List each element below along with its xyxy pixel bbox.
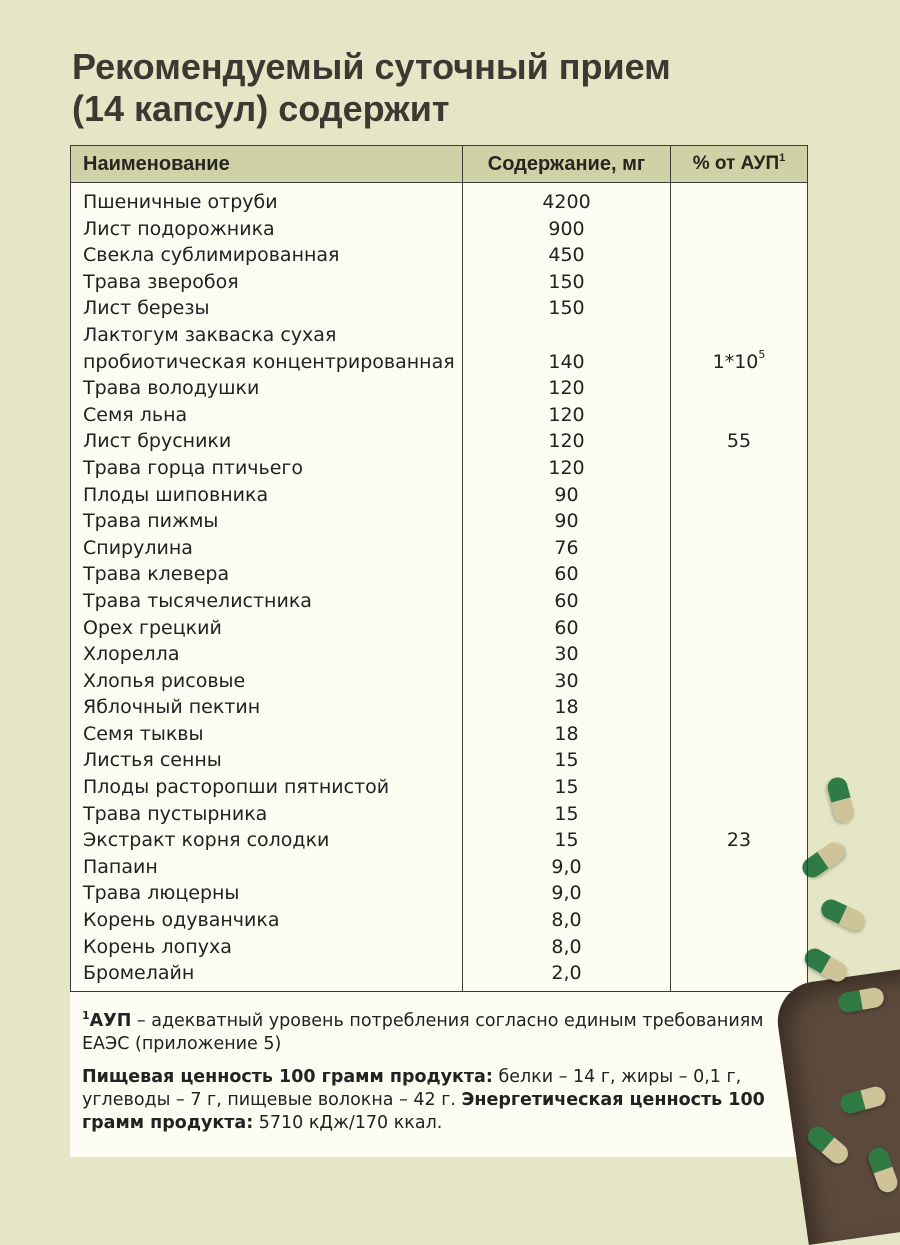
- table-row: [71, 907, 808, 934]
- ingredient-aup: [671, 455, 808, 482]
- aup-value: 55: [726, 430, 752, 453]
- ingredient-aup: [671, 960, 808, 991]
- ingredient-aup: [671, 216, 808, 243]
- table-row: [71, 183, 808, 216]
- aup-definition: [82, 1010, 782, 1056]
- table-row: [71, 508, 808, 535]
- table-row: [71, 349, 808, 376]
- table-row: [71, 774, 808, 801]
- ingredient-content: 90: [463, 508, 671, 535]
- aup-header-label: % от АУП: [692, 153, 780, 174]
- ingredient-content: 2,0: [463, 960, 671, 991]
- column-header-content: Содержание, мг: [463, 146, 671, 183]
- ingredient-content: 15: [463, 747, 671, 774]
- table-row: [71, 747, 808, 774]
- ingredient-content: 15: [463, 801, 671, 828]
- ingredient-content: 450: [463, 242, 671, 269]
- ingredient-aup: [671, 428, 808, 455]
- aup-exponent: 5: [758, 347, 766, 361]
- ingredient-aup: [671, 907, 808, 934]
- ingredient-content: 120: [463, 455, 671, 482]
- ingredient-content: 8,0: [463, 934, 671, 961]
- ingredient-name: Экстракт корня солодки: [71, 827, 463, 854]
- ingredient-name: Трава клевера: [71, 561, 463, 588]
- ingredient-aup: [671, 880, 808, 907]
- table-row: [71, 455, 808, 482]
- ingredient-aup: [671, 588, 808, 615]
- ingredient-name: Трава пустырника: [71, 801, 463, 828]
- ingredient-content: 60: [463, 588, 671, 615]
- footnote-mark: 1: [82, 1009, 90, 1022]
- aup-header-footnote-mark: 1: [779, 152, 786, 164]
- ingredient-content: 4200: [463, 183, 671, 216]
- ingredient-aup: [671, 934, 808, 961]
- ingredient-content: 120: [463, 402, 671, 429]
- ingredient-name: Пшеничные отруби: [71, 183, 463, 216]
- ingredient-content: 9,0: [463, 854, 671, 881]
- ingredient-content: 8,0: [463, 907, 671, 934]
- ingredient-aup: [671, 322, 808, 349]
- table-row: [71, 880, 808, 907]
- ingredient-aup: [671, 668, 808, 695]
- ingredient-content: 60: [463, 561, 671, 588]
- column-header-name: Наименование: [71, 146, 463, 183]
- ingredient-aup: [671, 482, 808, 509]
- ingredient-name: Лист березы: [71, 295, 463, 322]
- table-row: [71, 721, 808, 748]
- ingredient-name: Яблочный пектин: [71, 694, 463, 721]
- table-row: [71, 668, 808, 695]
- table-row: [71, 615, 808, 642]
- ingredient-content: 90: [463, 482, 671, 509]
- ingredient-aup: [671, 375, 808, 402]
- ingredient-name: Трава володушки: [71, 375, 463, 402]
- ingredient-aup: [671, 269, 808, 296]
- ingredient-aup: [671, 615, 808, 642]
- ingredient-name: Трава пижмы: [71, 508, 463, 535]
- ingredient-name: Свекла сублимированная: [71, 242, 463, 269]
- ingredient-content: 60: [463, 615, 671, 642]
- ingredient-aup: [671, 295, 808, 322]
- table-row: [71, 216, 808, 243]
- table-body: [71, 183, 808, 992]
- ingredient-content: 15: [463, 827, 671, 854]
- nutrition-values: белки – 14 г, жиры – 0,1 г, углеводы – 7 г, пищевые волокна – 42 г.: [82, 1067, 742, 1110]
- table-header-row: [71, 146, 808, 183]
- ingredient-name: Семя тыквы: [71, 721, 463, 748]
- capsule-icon: [818, 896, 868, 934]
- ingredient-content: 150: [463, 295, 671, 322]
- ingredient-content: 900: [463, 216, 671, 243]
- ingredient-aup: [671, 349, 808, 376]
- ingredient-name: Листья сенны: [71, 747, 463, 774]
- ingredient-name: Трава зверобоя: [71, 269, 463, 296]
- aup-definition-text: – адекватный уровень потребления согласно единым требованиям ЕАЭС (приложение 5): [82, 1011, 764, 1054]
- ingredient-aup: [671, 721, 808, 748]
- ingredient-aup: [671, 561, 808, 588]
- ingredient-aup: [671, 801, 808, 828]
- ingredient-aup: [671, 535, 808, 562]
- table-row: [71, 322, 808, 349]
- table-row: [71, 561, 808, 588]
- ingredient-aup: [671, 827, 808, 854]
- ingredient-content: [463, 322, 671, 349]
- aup-term: АУП: [89, 1011, 132, 1031]
- ingredient-aup: [671, 747, 808, 774]
- ingredient-content: 30: [463, 641, 671, 668]
- ingredient-content: 15: [463, 774, 671, 801]
- ingredient-name: пробиотическая концентрированная: [71, 349, 463, 376]
- ingredient-name: Орех грецкий: [71, 615, 463, 642]
- ingredient-name: Папаин: [71, 854, 463, 881]
- ingredient-aup: [671, 774, 808, 801]
- table-row: [71, 402, 808, 429]
- table-row: [71, 827, 808, 854]
- table-row: [71, 295, 808, 322]
- table-row: [71, 482, 808, 509]
- ingredient-name: Трава тысячелистника: [71, 588, 463, 615]
- table-row: [71, 535, 808, 562]
- title-line-1: Рекомендуемый суточный прием: [72, 46, 671, 87]
- ingredient-aup: [671, 854, 808, 881]
- ingredient-name: Лист брусники: [71, 428, 463, 455]
- ingredient-content: 76: [463, 535, 671, 562]
- composition-table: [70, 145, 808, 992]
- table-row: [71, 428, 808, 455]
- ingredient-name: Трава люцерны: [71, 880, 463, 907]
- table-row: [71, 854, 808, 881]
- ingredient-name: Хлопья рисовые: [71, 668, 463, 695]
- ingredient-name: Лист подорожника: [71, 216, 463, 243]
- ingredient-content: 30: [463, 668, 671, 695]
- ingredient-content: 140: [463, 349, 671, 376]
- ingredient-name: Спирулина: [71, 535, 463, 562]
- footnote-block: [82, 1010, 782, 1135]
- ingredient-content: 18: [463, 694, 671, 721]
- table-row: [71, 269, 808, 296]
- ingredient-content: 120: [463, 428, 671, 455]
- ingredient-aup: [671, 694, 808, 721]
- ingredient-name: Семя льна: [71, 402, 463, 429]
- ingredient-aup: [671, 183, 808, 216]
- ingredient-content: 18: [463, 721, 671, 748]
- nutrition-info: [82, 1066, 782, 1135]
- aup-value: 23: [726, 829, 752, 852]
- table-row: [71, 641, 808, 668]
- ingredient-name: Плоды шиповника: [71, 482, 463, 509]
- ingredient-aup: [671, 641, 808, 668]
- column-header-aup: [671, 146, 808, 183]
- ingredient-name: Бромелайн: [71, 960, 463, 991]
- energy-label: Энергетическая ценность 100 грамм продукта:: [82, 1090, 765, 1133]
- ingredient-name: Лактогум закваска сухая: [71, 322, 463, 349]
- ingredient-name: Корень лопуха: [71, 934, 463, 961]
- table-row: [71, 801, 808, 828]
- capsule-icon: [825, 775, 856, 825]
- ingredient-content: 9,0: [463, 880, 671, 907]
- ingredient-aup: [671, 242, 808, 269]
- ingredient-name: Плоды расторопши пятнистой: [71, 774, 463, 801]
- table-row: [71, 694, 808, 721]
- nutrition-label: Пищевая ценность 100 грамм продукта:: [82, 1067, 493, 1087]
- table-row: [71, 375, 808, 402]
- ingredient-content: 120: [463, 375, 671, 402]
- page-title: [72, 46, 852, 130]
- table-row: [71, 960, 808, 991]
- table-row: [71, 588, 808, 615]
- ingredient-name: Хлорелла: [71, 641, 463, 668]
- table-row: [71, 242, 808, 269]
- ingredient-content: 150: [463, 269, 671, 296]
- aup-value: 1*10: [712, 350, 759, 373]
- title-line-2: (14 капсул) содержит: [72, 88, 450, 129]
- table-row: [71, 934, 808, 961]
- ingredient-aup: [671, 402, 808, 429]
- ingredient-name: Корень одуванчика: [71, 907, 463, 934]
- energy-value: 5710 кДж/170 ккал.: [253, 1113, 443, 1133]
- ingredient-aup: [671, 508, 808, 535]
- ingredient-name: Трава горца птичьего: [71, 455, 463, 482]
